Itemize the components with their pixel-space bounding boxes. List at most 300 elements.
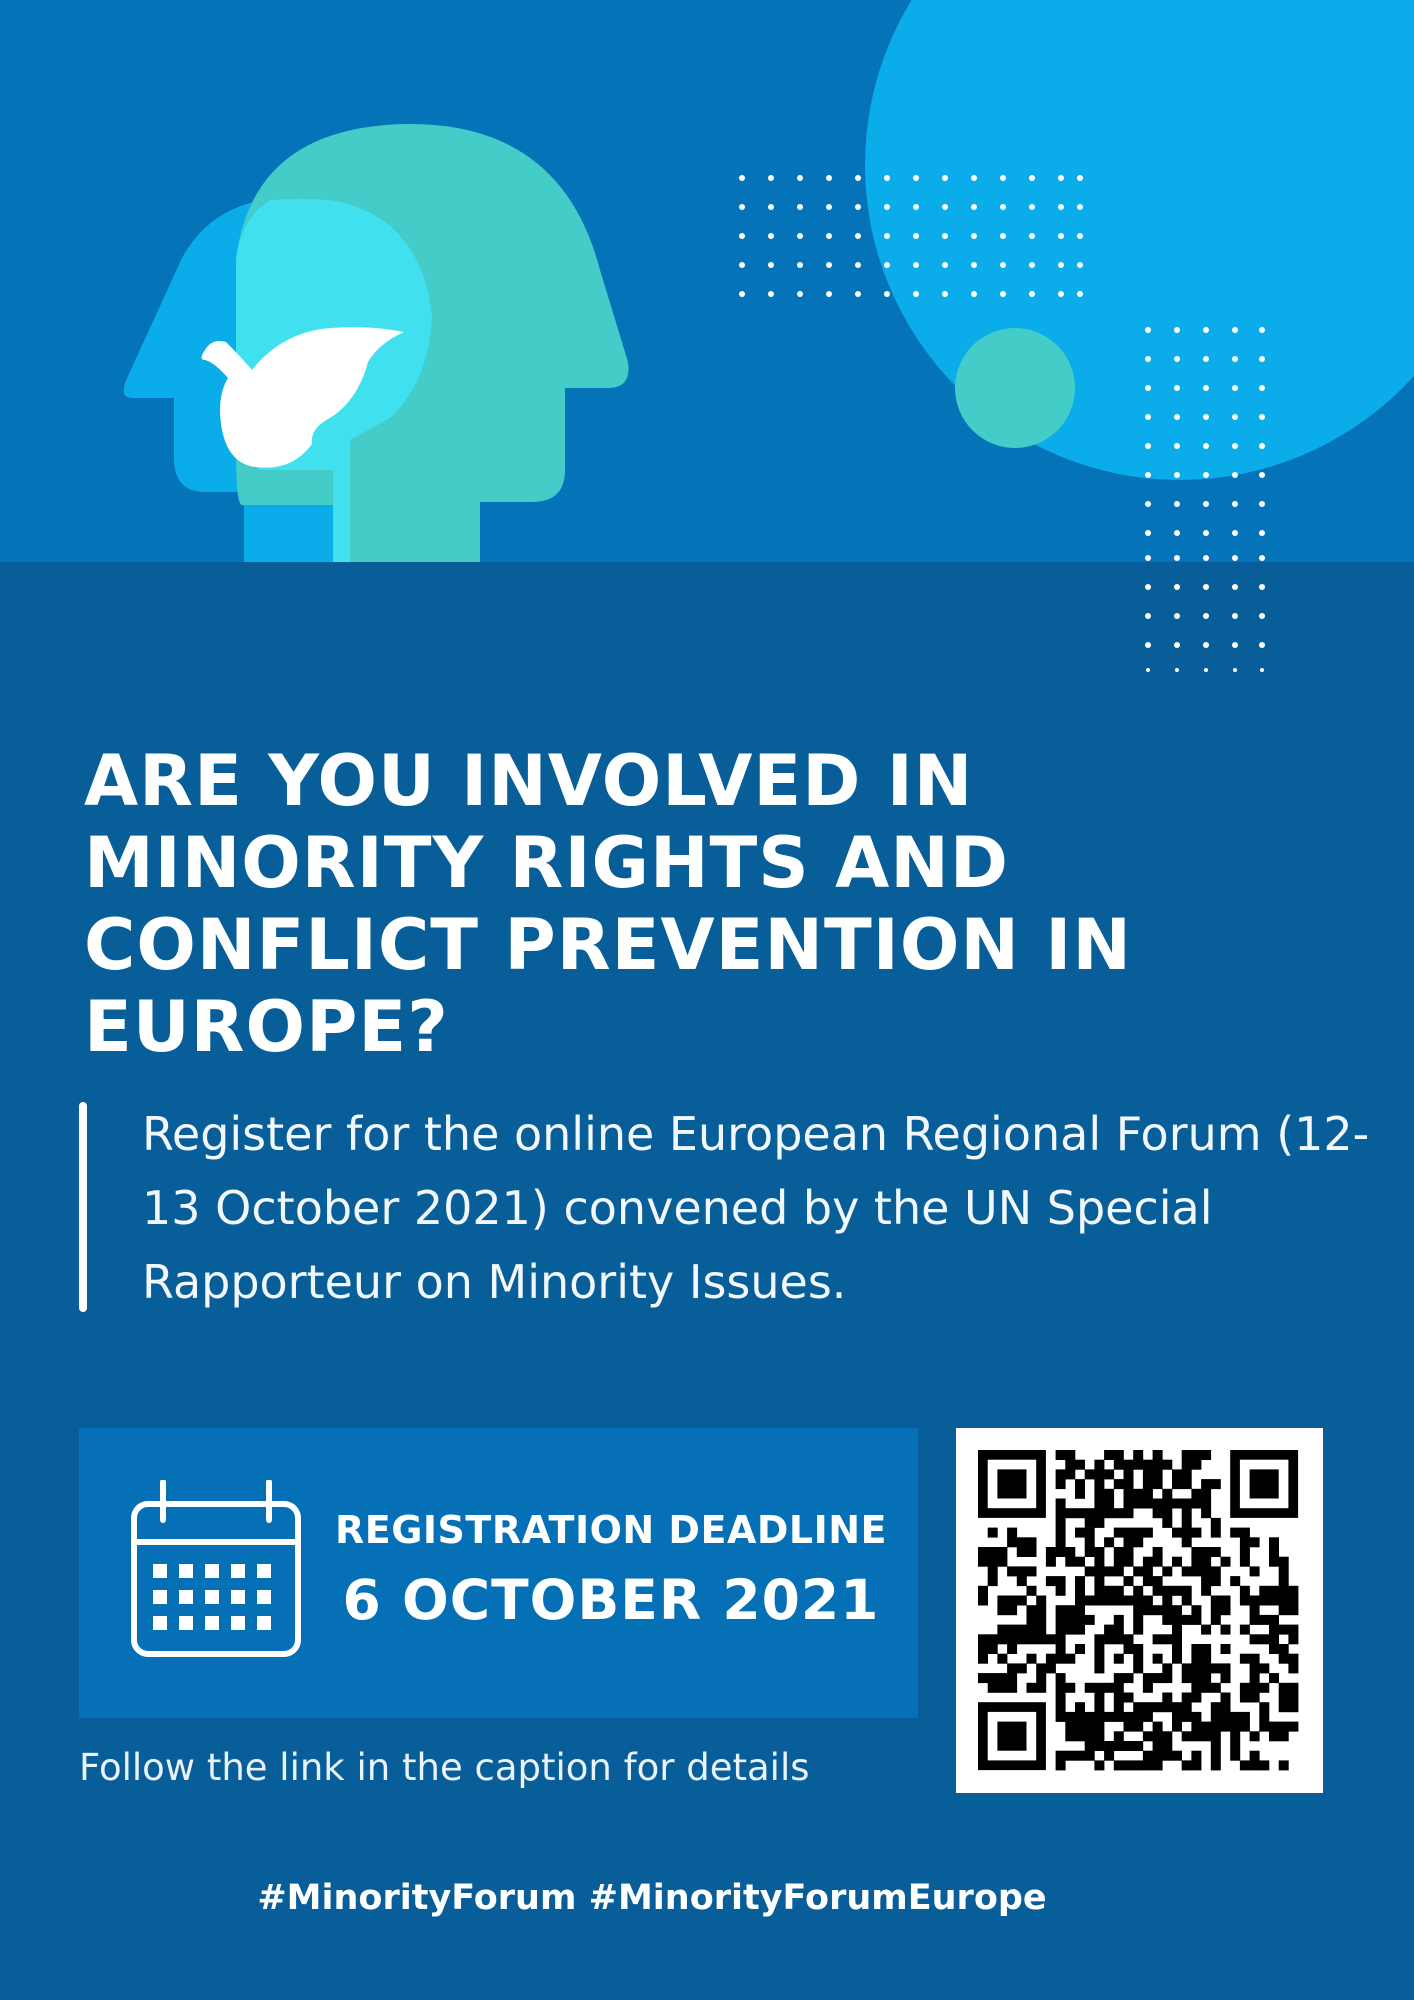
qr-module	[1104, 1586, 1114, 1596]
qr-module	[1114, 1741, 1124, 1751]
qr-module	[1172, 1644, 1182, 1654]
qr-module	[1027, 1586, 1037, 1596]
qr-module	[1124, 1576, 1134, 1586]
qr-module	[1259, 1586, 1269, 1596]
qr-module	[1288, 1663, 1298, 1673]
qr-module	[1114, 1566, 1124, 1576]
qr-module	[1143, 1605, 1153, 1615]
qr-module	[978, 1634, 988, 1644]
qr-module	[997, 1547, 1007, 1557]
qr-module	[1182, 1518, 1192, 1528]
qr-module	[1201, 1722, 1211, 1732]
qr-module	[1114, 1702, 1124, 1712]
qr-module	[1182, 1586, 1192, 1596]
qr-module	[1007, 1566, 1017, 1576]
qr-module	[1191, 1460, 1201, 1470]
qr-module	[1162, 1508, 1172, 1518]
qr-module	[1065, 1547, 1075, 1557]
qr-module	[1250, 1760, 1260, 1770]
qr-code[interactable]	[956, 1428, 1323, 1793]
qr-module	[1182, 1566, 1192, 1576]
qr-module	[1007, 1663, 1017, 1673]
qr-module	[1075, 1751, 1085, 1761]
qr-module	[1075, 1722, 1085, 1732]
qr-module	[1240, 1683, 1250, 1693]
qr-module	[1056, 1537, 1066, 1547]
qr-module	[1143, 1528, 1153, 1538]
qr-module	[1279, 1760, 1289, 1770]
qr-module	[1094, 1566, 1104, 1576]
qr-module	[1094, 1508, 1104, 1518]
qr-module	[1269, 1731, 1279, 1741]
qr-module	[1104, 1499, 1114, 1509]
qr-module	[978, 1654, 988, 1664]
qr-module	[1269, 1586, 1279, 1596]
qr-module	[1104, 1625, 1114, 1635]
qr-module	[1191, 1683, 1201, 1693]
qr-module	[1114, 1615, 1124, 1625]
qr-module	[1124, 1673, 1134, 1683]
qr-module	[1182, 1508, 1192, 1518]
qr-module	[1240, 1547, 1250, 1557]
qr-module	[1279, 1683, 1289, 1693]
calendar-icon	[131, 1480, 301, 1660]
qr-module	[1211, 1741, 1221, 1751]
qr-module	[1201, 1557, 1211, 1567]
qr-module	[1007, 1683, 1017, 1693]
qr-module	[1153, 1479, 1163, 1489]
qr-module	[1288, 1654, 1298, 1664]
qr-module	[1172, 1722, 1182, 1732]
hashtags: #MinorityForum #MinorityForumEurope	[257, 1878, 1047, 1918]
qr-module	[978, 1644, 988, 1654]
qr-module	[988, 1644, 998, 1654]
qr-module	[1211, 1576, 1221, 1586]
qr-module	[1085, 1518, 1095, 1528]
qr-module	[1162, 1702, 1172, 1712]
qr-module	[1065, 1722, 1075, 1732]
qr-module	[1279, 1693, 1289, 1703]
qr-module	[1201, 1683, 1211, 1693]
qr-module	[1288, 1683, 1298, 1693]
qr-module	[1250, 1596, 1260, 1606]
qr-module	[1250, 1615, 1260, 1625]
qr-module	[1211, 1731, 1221, 1741]
qr-module	[1104, 1566, 1114, 1576]
qr-module	[1172, 1634, 1182, 1644]
qr-module	[1094, 1469, 1104, 1479]
qr-module	[1094, 1634, 1104, 1644]
qr-module	[1162, 1634, 1172, 1644]
qr-module	[1056, 1547, 1066, 1557]
qr-module	[1104, 1450, 1114, 1460]
qr-module	[1124, 1528, 1134, 1538]
qr-module	[1124, 1489, 1134, 1499]
qr-module	[1259, 1683, 1269, 1693]
qr-module	[1240, 1712, 1250, 1722]
qr-module	[1094, 1489, 1104, 1499]
qr-module	[1153, 1722, 1163, 1732]
qr-module	[1230, 1722, 1240, 1732]
qr-module	[1172, 1751, 1182, 1761]
qr-module	[1191, 1663, 1201, 1673]
qr-module	[988, 1528, 998, 1538]
qr-module	[1124, 1469, 1134, 1479]
qr-module	[1124, 1644, 1134, 1654]
qr-module	[1133, 1644, 1143, 1654]
qr-module	[1065, 1654, 1075, 1664]
qr-module	[1133, 1450, 1143, 1460]
qr-module	[1085, 1731, 1095, 1741]
qr-module	[1007, 1605, 1017, 1615]
qr-module	[1182, 1702, 1192, 1712]
qr-module	[1201, 1450, 1211, 1460]
qr-module	[1182, 1673, 1192, 1683]
qr-module	[1075, 1625, 1085, 1635]
qr-module	[1065, 1683, 1075, 1693]
qr-module	[1191, 1547, 1201, 1557]
qr-module	[1269, 1537, 1279, 1547]
qr-module	[1201, 1586, 1211, 1596]
qr-module	[1191, 1499, 1201, 1509]
qr-module	[1075, 1576, 1085, 1586]
qr-module	[1240, 1722, 1250, 1732]
qr-module	[1182, 1712, 1192, 1722]
qr-code-pattern	[978, 1450, 1301, 1771]
qr-module	[1056, 1576, 1066, 1586]
qr-module	[1065, 1605, 1075, 1615]
qr-module	[1094, 1712, 1104, 1722]
qr-module	[1279, 1654, 1289, 1664]
qr-module	[997, 1557, 1007, 1567]
qr-module	[1124, 1537, 1134, 1547]
qr-module	[1162, 1663, 1172, 1673]
qr-module	[1133, 1625, 1143, 1635]
qr-module	[1279, 1702, 1289, 1712]
qr-module	[997, 1654, 1007, 1664]
qr-module	[1065, 1615, 1075, 1625]
qr-module	[1085, 1615, 1095, 1625]
qr-module	[1240, 1557, 1250, 1567]
qr-module	[1153, 1702, 1163, 1712]
qr-module	[1094, 1596, 1104, 1606]
qr-module	[1124, 1557, 1134, 1567]
qr-module	[1065, 1460, 1075, 1470]
qr-module	[1094, 1654, 1104, 1664]
qr-module	[1269, 1547, 1279, 1557]
qr-module	[1017, 1566, 1027, 1576]
qr-module	[1124, 1722, 1134, 1732]
qr-module	[1162, 1605, 1172, 1615]
qr-module	[1133, 1663, 1143, 1673]
qr-module	[1211, 1663, 1221, 1673]
qr-module	[1153, 1760, 1163, 1770]
qr-module	[1182, 1450, 1192, 1460]
qr-module	[1085, 1508, 1095, 1518]
qr-module	[1172, 1479, 1182, 1489]
qr-module	[1172, 1499, 1182, 1509]
qr-module	[1124, 1499, 1134, 1509]
qr-module	[1027, 1654, 1037, 1664]
qr-module	[1221, 1693, 1231, 1703]
qr-module	[1114, 1460, 1124, 1470]
caption-note: Follow the link in the caption for details	[79, 1746, 810, 1789]
qr-module	[1279, 1557, 1289, 1567]
qr-module	[1056, 1528, 1066, 1538]
qr-module	[1007, 1673, 1017, 1683]
qr-module	[1221, 1596, 1231, 1606]
qr-module	[1269, 1596, 1279, 1606]
qr-module	[1124, 1479, 1134, 1489]
qr-module	[1094, 1499, 1104, 1509]
qr-module	[1036, 1673, 1046, 1683]
qr-module	[1027, 1605, 1037, 1615]
qr-module	[1046, 1663, 1056, 1673]
qr-module	[1143, 1702, 1153, 1712]
qr-module	[1124, 1460, 1134, 1470]
qr-module	[1162, 1741, 1172, 1751]
qr-module	[1153, 1605, 1163, 1615]
qr-module	[1201, 1654, 1211, 1664]
qr-module	[1065, 1450, 1075, 1460]
qr-module	[1094, 1760, 1104, 1770]
qr-module	[1279, 1644, 1289, 1654]
qr-module	[1182, 1528, 1192, 1538]
qr-module	[1201, 1547, 1211, 1557]
qr-module	[1182, 1460, 1192, 1470]
qr-module	[1133, 1605, 1143, 1615]
qr-module	[1279, 1586, 1289, 1596]
qr-module	[1065, 1557, 1075, 1567]
qr-module	[1075, 1528, 1085, 1538]
qr-module	[1153, 1751, 1163, 1761]
qr-module	[1182, 1663, 1192, 1673]
qr-module	[1250, 1673, 1260, 1683]
qr-module	[1162, 1673, 1172, 1683]
qr-module	[1269, 1557, 1279, 1567]
qr-module	[1094, 1644, 1104, 1654]
qr-module	[1211, 1566, 1221, 1576]
qr-module	[1046, 1547, 1056, 1557]
qr-module	[1036, 1663, 1046, 1673]
qr-module	[1094, 1576, 1104, 1586]
qr-module	[997, 1625, 1007, 1635]
qr-module	[1036, 1634, 1046, 1644]
qr-module	[1133, 1741, 1143, 1751]
qr-module	[1191, 1450, 1201, 1460]
qr-module	[1201, 1673, 1211, 1683]
qr-module	[1211, 1518, 1221, 1528]
qr-module	[1104, 1508, 1114, 1518]
qr-module	[1085, 1712, 1095, 1722]
qr-module	[1104, 1712, 1114, 1722]
qr-module	[1124, 1547, 1134, 1557]
qr-module	[1288, 1586, 1298, 1596]
qr-module	[1056, 1644, 1066, 1654]
qr-module	[1240, 1625, 1250, 1635]
qr-module	[1114, 1712, 1124, 1722]
qr-module	[1114, 1634, 1124, 1644]
qr-module	[1191, 1712, 1201, 1722]
qr-module	[1230, 1528, 1240, 1538]
qr-module	[1288, 1605, 1298, 1615]
qr-module	[1114, 1596, 1124, 1606]
qr-module	[1114, 1528, 1124, 1538]
qr-module	[1027, 1547, 1037, 1557]
qr-module	[1114, 1450, 1124, 1460]
qr-module	[1007, 1644, 1017, 1654]
qr-finder-pattern	[978, 1702, 1046, 1770]
qr-module	[1172, 1469, 1182, 1479]
qr-module	[1172, 1605, 1182, 1615]
qr-module	[1230, 1731, 1240, 1741]
qr-module	[1162, 1615, 1172, 1625]
qr-module	[1240, 1693, 1250, 1703]
qr-module	[1056, 1586, 1066, 1596]
qr-module	[1211, 1760, 1221, 1770]
qr-module	[1153, 1586, 1163, 1596]
qr-module	[1143, 1712, 1153, 1722]
qr-module	[1114, 1625, 1124, 1635]
qr-module	[1007, 1625, 1017, 1635]
qr-module	[1017, 1576, 1027, 1586]
headline: ARE YOU INVOLVED IN MINORITY RIGHTS AND CONFLICT PREVENTION IN EUROPE?	[84, 740, 1132, 1068]
qr-module	[1259, 1663, 1269, 1673]
qr-module	[1017, 1537, 1027, 1547]
qr-module	[1230, 1576, 1240, 1586]
qr-module	[1153, 1731, 1163, 1741]
qr-module	[1094, 1663, 1104, 1673]
qr-module	[997, 1683, 1007, 1693]
qr-module	[1221, 1722, 1231, 1732]
qr-module	[1211, 1605, 1221, 1615]
qr-module	[1133, 1566, 1143, 1576]
qr-module	[1191, 1760, 1201, 1770]
qr-module	[1230, 1741, 1240, 1751]
qr-module	[1133, 1702, 1143, 1712]
qr-module	[1153, 1460, 1163, 1470]
qr-module	[1269, 1644, 1279, 1654]
qr-module	[978, 1586, 988, 1596]
qr-module	[1240, 1528, 1250, 1538]
qr-module	[1114, 1760, 1124, 1770]
qr-module	[1133, 1489, 1143, 1499]
qr-module	[1133, 1528, 1143, 1538]
qr-module	[1007, 1634, 1017, 1644]
qr-module	[1075, 1702, 1085, 1712]
qr-module	[1182, 1537, 1192, 1547]
qr-module	[1221, 1644, 1231, 1654]
qr-module	[1221, 1625, 1231, 1635]
qr-module	[1201, 1576, 1211, 1586]
qr-module	[1201, 1499, 1211, 1509]
qr-module	[997, 1605, 1007, 1615]
qr-module	[1153, 1741, 1163, 1751]
qr-module	[1288, 1625, 1298, 1635]
qr-module	[1172, 1528, 1182, 1538]
qr-module	[1143, 1596, 1153, 1606]
qr-module	[1288, 1596, 1298, 1606]
qr-module	[1065, 1508, 1075, 1518]
qr-module	[1065, 1469, 1075, 1479]
qr-module	[1046, 1634, 1056, 1644]
deadline-box	[79, 1428, 918, 1718]
qr-module	[1094, 1683, 1104, 1693]
qr-module	[1075, 1605, 1085, 1615]
qr-module	[1221, 1557, 1231, 1567]
qr-module	[1279, 1605, 1289, 1615]
qr-module	[1240, 1586, 1250, 1596]
qr-module	[1104, 1489, 1114, 1499]
qr-module	[1075, 1479, 1085, 1489]
qr-module	[1124, 1634, 1134, 1644]
qr-module	[1182, 1596, 1192, 1606]
qr-module	[1191, 1557, 1201, 1567]
qr-module	[1162, 1489, 1172, 1499]
qr-module	[1143, 1479, 1153, 1489]
qr-module	[1075, 1460, 1085, 1470]
qr-module	[1085, 1537, 1095, 1547]
qr-module	[1191, 1693, 1201, 1703]
qr-module	[1056, 1499, 1066, 1509]
qr-module	[1027, 1566, 1037, 1576]
qr-module	[1133, 1460, 1143, 1470]
qr-module	[1027, 1634, 1037, 1644]
qr-module	[1075, 1731, 1085, 1741]
qr-module	[1094, 1557, 1104, 1567]
qr-module	[1027, 1537, 1037, 1547]
qr-module	[1191, 1722, 1201, 1732]
qr-module	[1056, 1450, 1066, 1460]
qr-module	[1094, 1479, 1104, 1489]
qr-module	[1124, 1508, 1134, 1518]
qr-module	[1211, 1615, 1221, 1625]
qr-module	[1191, 1751, 1201, 1761]
qr-module	[1075, 1596, 1085, 1606]
qr-module	[1056, 1712, 1066, 1722]
qr-module	[1221, 1702, 1231, 1712]
qr-module	[1279, 1731, 1289, 1741]
qr-module	[1240, 1596, 1250, 1606]
qr-module	[1250, 1683, 1260, 1693]
qr-module	[1191, 1644, 1201, 1654]
qr-module	[1250, 1537, 1260, 1547]
qr-module	[1124, 1741, 1134, 1751]
qr-module	[1056, 1634, 1066, 1644]
qr-module	[1191, 1654, 1201, 1664]
qr-module	[1094, 1731, 1104, 1741]
qr-module	[988, 1634, 998, 1644]
qr-module	[1124, 1693, 1134, 1703]
qr-module	[1250, 1605, 1260, 1615]
qr-module	[1056, 1673, 1066, 1683]
qr-module	[1259, 1712, 1269, 1722]
qr-module	[1104, 1741, 1114, 1751]
qr-module	[1162, 1586, 1172, 1596]
qr-module	[1007, 1596, 1017, 1606]
qr-module	[1143, 1460, 1153, 1470]
qr-module	[1056, 1751, 1066, 1761]
qr-module	[1133, 1499, 1143, 1509]
qr-module	[1182, 1499, 1192, 1509]
qr-module	[1172, 1712, 1182, 1722]
qr-module	[1094, 1460, 1104, 1470]
qr-module	[1191, 1528, 1201, 1538]
qr-module	[1065, 1751, 1075, 1761]
qr-module	[1201, 1566, 1211, 1576]
qr-module	[1143, 1489, 1153, 1499]
qr-module	[988, 1683, 998, 1693]
